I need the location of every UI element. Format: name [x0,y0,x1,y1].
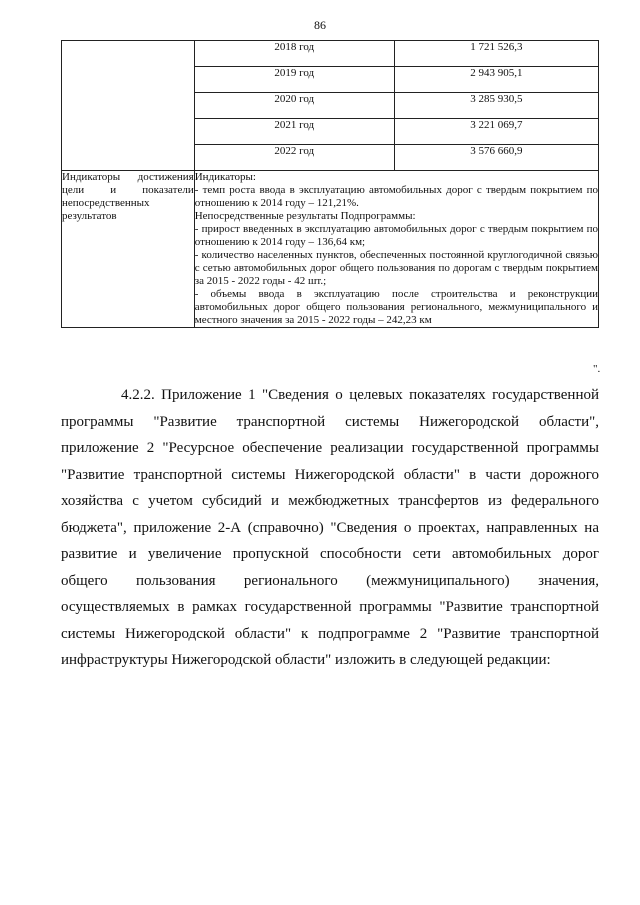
indicators-line: Индикаторы: [194,171,256,183]
indicators-label: Индикаторы достижения цели и показатели непосредственных результатов [62,171,195,328]
value-cell: 1 721 526,3 [394,41,598,67]
year-cell: 2021 год [194,119,394,145]
value-cell: 3 576 660,9 [394,145,598,171]
table-row [62,41,599,67]
paragraph-line: общего пользования регионального (межмуниципального) значения, [61,572,599,589]
year-cell: 2020 год [194,93,394,119]
indicators-description [194,171,598,328]
body-paragraph [61,382,599,674]
year-cell: 2018 год [194,41,394,67]
paragraph-line: "Развитие транспортной системы Нижегородской области" в части дорожного [61,466,599,483]
value-cell: 2 943 905,1 [394,67,598,93]
year-cell: 2022 год [194,145,394,171]
empty-label-cell [62,41,195,171]
table-row [62,171,599,328]
paragraph-line: развитие и увеличение пропускной способности сети автомобильных дорог [61,546,599,562]
indicators-line: - объемы ввода в эксплуатацию после строительства и реконструкции автомобильных дорог общего пользования регионального, межмуниципального и местного значения за 2015 - 2022 годы – 242,23 км [194,288,598,326]
paragraph-line: инфраструктуры Нижегородской области" изложить в следующей редакции: [61,652,551,668]
paragraph-line: программы "Развитие транспортной системы Нижегородской области", [61,413,599,430]
paragraph-line: 4.2.2. Приложение 1 "Сведения о целевых показателях государственной [121,387,599,403]
closing-quote: ". [593,363,601,375]
paragraph-line: осуществляемых в рамках государственной программы "Развитие транспортной [61,599,599,615]
paragraph-line: хозяйства с учетом субсидий и межбюджетных трансфертов из федерального [61,493,599,509]
paragraph-line: бюджета", приложение 2-А (справочно) "Сведения о проектах, направленных на [61,519,599,536]
page-number: 86 [314,18,326,32]
indicators-line: - темп роста ввода в эксплуатацию автомобильных дорог с твердым покрытием по отношению к 2014 году – 121,21%. [194,184,598,209]
funding-table [61,40,599,328]
value-cell: 3 221 069,7 [394,119,598,145]
value-cell: 3 285 930,5 [394,93,598,119]
paragraph-line: системы Нижегородской области" к подпрограмме 2 "Развитие транспортной [61,625,599,642]
paragraph-line: приложение 2 "Ресурсное обеспечение реализации государственной программы [61,440,599,456]
indicators-line: - количество населенных пунктов, обеспеченных постоянной круглогодичной связью с сетью автомобильных дорог общего пользования по дорогам с твердым покрытием за 2015 - 2022 годы - 42 шт.; [194,249,598,287]
year-cell: 2019 год [194,67,394,93]
indicators-line: - прирост введенных в эксплуатацию автомобильных дорог с твердым покрытием по отношению к 2014 году – 136,64 км; [194,223,598,248]
indicators-line: Непосредственные результаты Подпрограммы: [194,210,416,222]
